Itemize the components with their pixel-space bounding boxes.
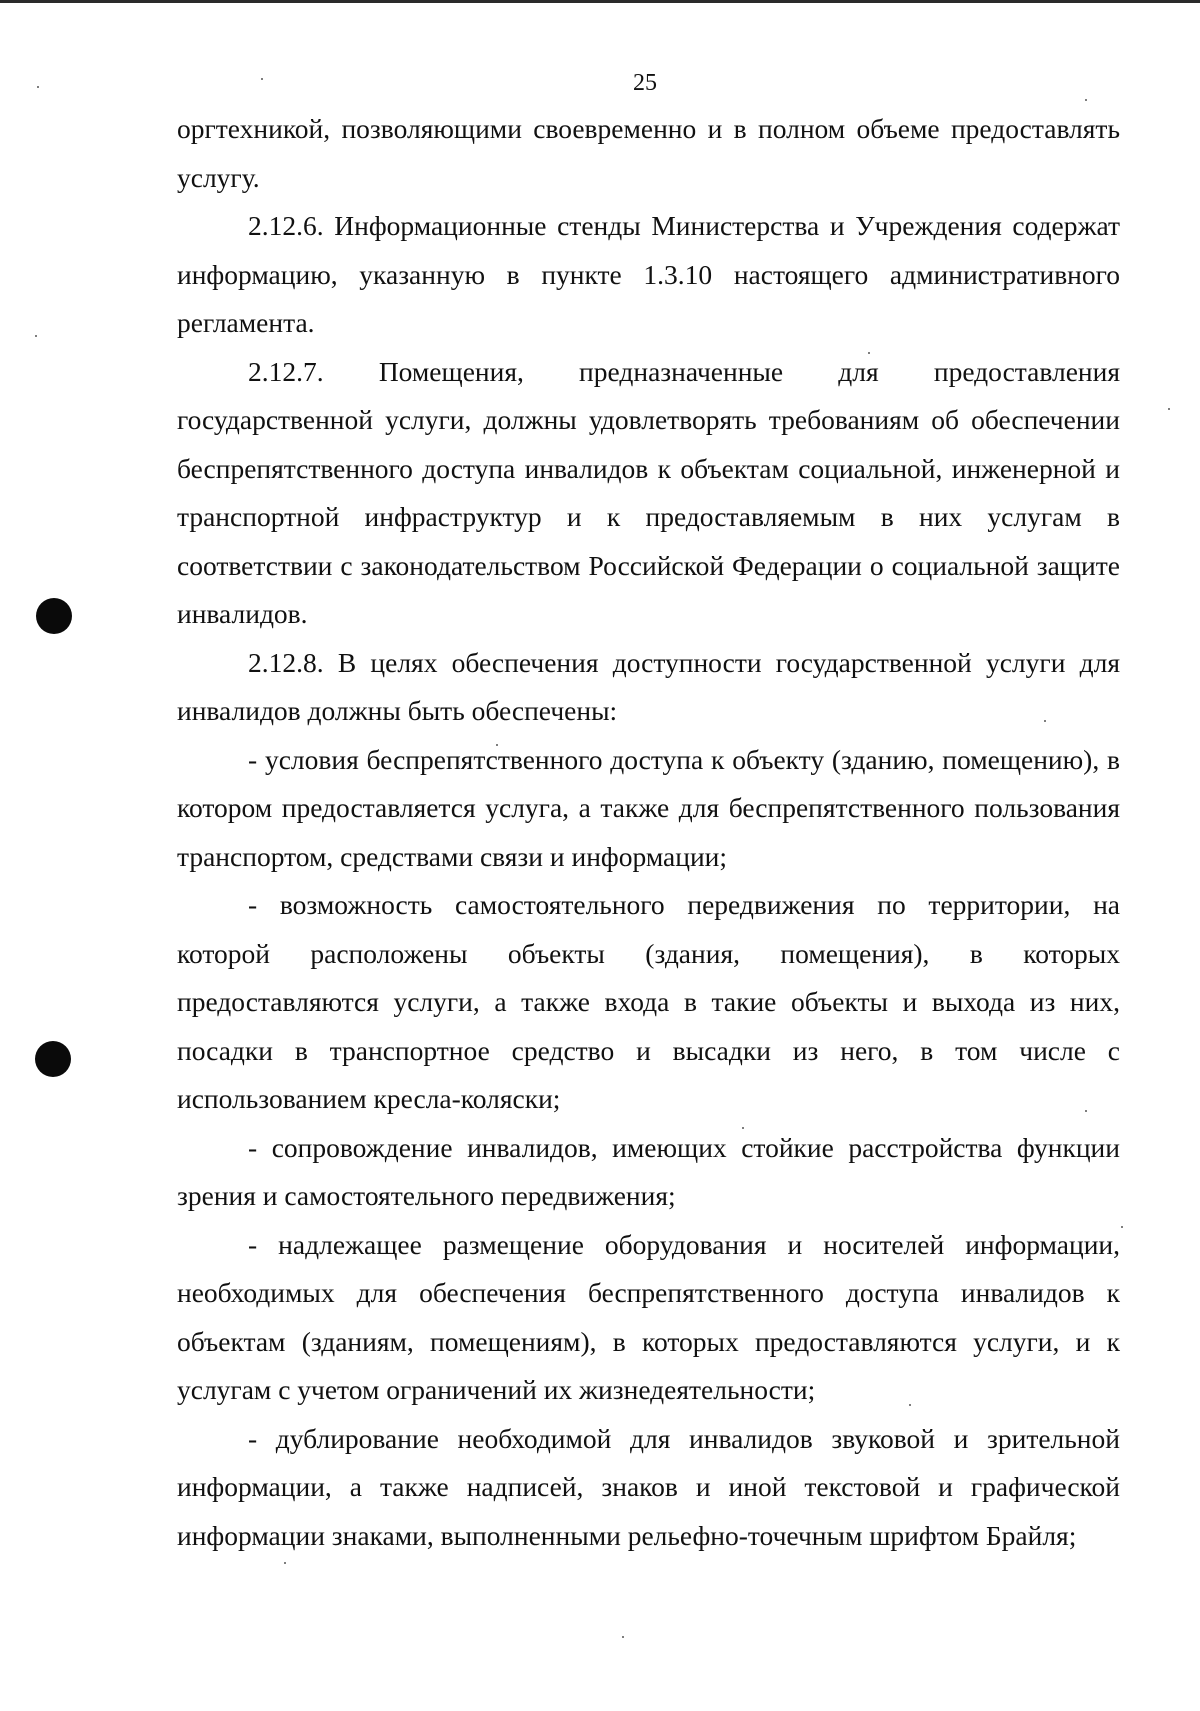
list-item-escort: - сопровождение инвалидов, имеющих стойкие расстройства функции зрения и самостоятельного передвижения; (177, 1131, 1120, 1211)
scan-speck (1085, 99, 1087, 101)
paragraph-2-12-6: 2.12.6. Информационные стенды Министерства и Учреждения содержат информацию, указанную в пункте 1.3.10 настоящего административного регламента. (177, 210, 1120, 338)
paragraph-2-12-8: 2.12.8. В целях обеспечения доступности государственной услуги для инвалидов должны быть обеспечены: (177, 646, 1120, 726)
list-item-equipment-placement: - надлежащее размещение оборудования и носителей информации, необходимых для обеспечения беспрепятственного доступа инвалидов к объектам (зданиям, помещениям), в которых предоставляются услуги, и к услугам с учетом ограничений их жизнедеятельности; (177, 1228, 1120, 1405)
list-item-braille-duplication: - дублирование необходимой для инвалидов звуковой и зрительной информации, а также надписей, знаков и иной текстовой и графической информации знаками, выполненными рельефно-точечным шрифтом Брайля; (177, 1422, 1120, 1551)
paragraph-continuation: оргтехникой, позволяющими своевременно и в полном объеме предоставлять услугу. (177, 113, 1120, 193)
scan-speck (35, 335, 37, 337)
scan-speck (284, 1562, 286, 1564)
binder-punch-hole (36, 598, 72, 634)
scan-speck (1121, 1226, 1123, 1228)
document-body (177, 105, 1120, 1560)
paragraph-2-12-7: 2.12.7. Помещения, предназначенные для предоставления государственной услуги, должны удовлетворять требованиям об обеспечении беспрепятственного доступа инвалидов к объектам социальной, инженерной и транспортной инфраструктур и к предоставляемым в них услугам в соответствии с законодательством Российской Федерации о социальной защите инвалидов. (177, 355, 1120, 629)
scan-speck (622, 1636, 624, 1638)
scan-top-edge (0, 0, 1200, 3)
list-item-access-conditions: - условия беспрепятственного доступа к объекту (зданию, помещению), в котором предоставляется услуга, а также для беспрепятственного пользования транспортом, средствами связи и информации; (177, 743, 1120, 872)
list-item-movement: - возможность самостоятельного передвижения по территории, на которой расположены объекты (здания, помещения), в которых предоставляются услуги, а также входа в такие объекты и выхода из них, посадки в транспортное средство и высадки из него, в том числе с использованием кресла-коляски; (177, 889, 1120, 1114)
binder-punch-hole (35, 1041, 71, 1077)
scan-speck (1168, 408, 1170, 410)
page-number: 25 (633, 70, 657, 96)
